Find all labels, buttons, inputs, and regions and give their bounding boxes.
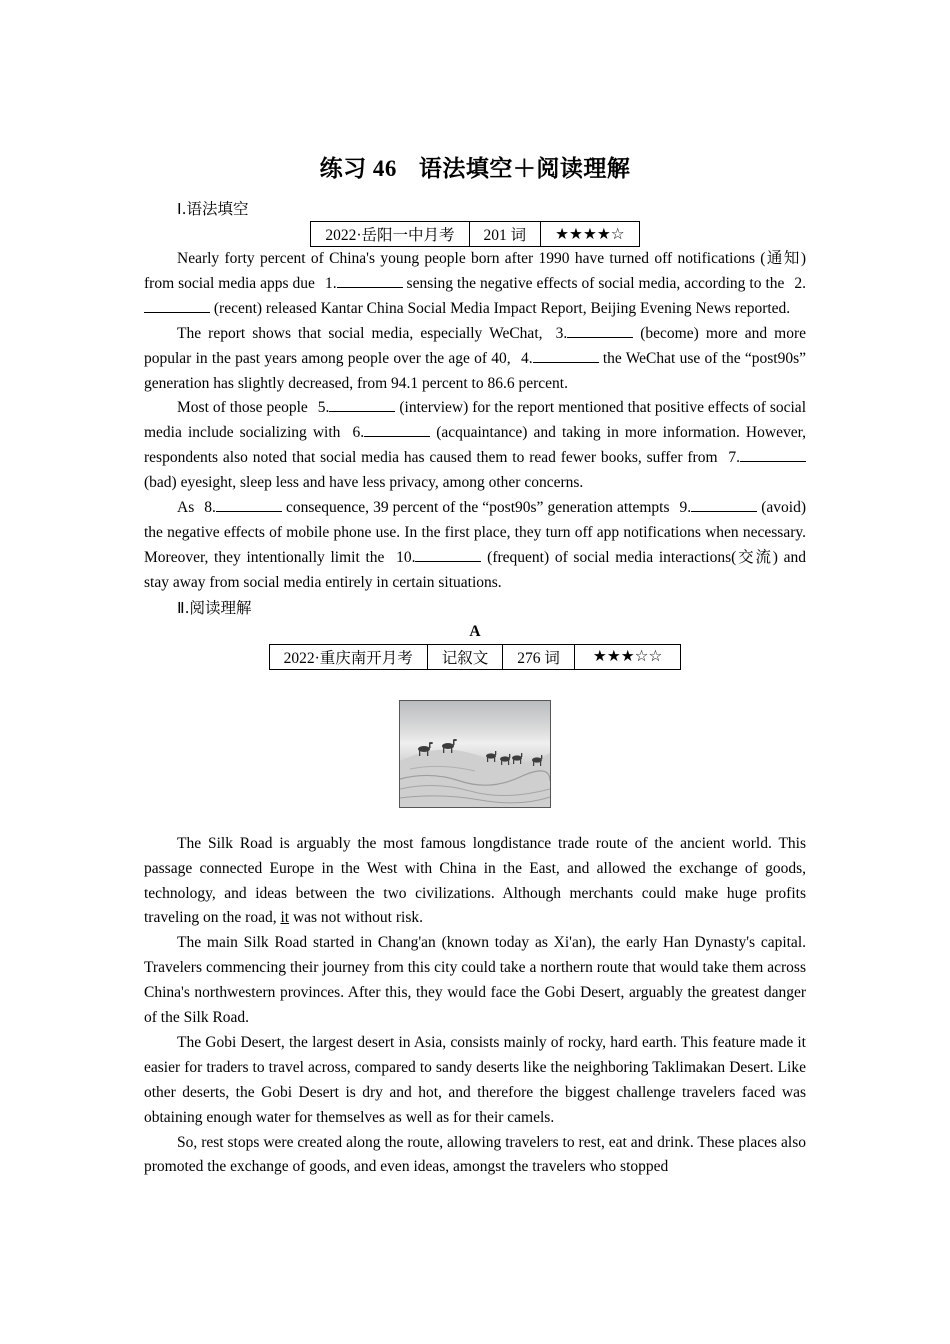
title-prefix: 练习 46 [319,156,397,181]
blank-3[interactable] [567,323,633,338]
blank-number: 4. [520,349,533,367]
text: (interview) for the report mentioned that positive effects of social media include socializing with [144,399,806,442]
reading-source-cell: 2022·重庆南开月考 [269,644,427,669]
worksheet-page [144,150,806,1180]
reading-paragraph-1 [144,832,806,932]
blank-number: 3. [555,324,568,342]
blank-9[interactable] [691,497,757,512]
blank-1[interactable] [337,273,403,288]
underlined-word: it [280,909,290,927]
blank-number: 8. [204,499,216,517]
page-title [144,150,806,183]
text: sensing the negative effects of social media, according to the [402,274,789,292]
reading-wordcount-cell: 276 词 [503,644,575,669]
reading-difficulty-cell: ★★★☆☆ [574,644,680,669]
section-heading-grammar: Ⅰ.语法填空 [177,200,249,218]
text: the WeChat use of the “post90s” generation has slightly decreased, from 94.1 percent to 86.6 percent. [144,349,806,392]
text: was not without risk. [289,909,423,927]
text: (acquaintance) and taking in more information. However, respondents also noted that social media has caused them to read fewer books, suffer from [144,424,806,467]
text: Nearly forty percent of China's young people born after 1990 have turned off notifications (通知) from social media apps due [144,250,806,292]
title-main: 语法填空＋阅读理解 [418,156,631,181]
text: (recent) released Kantar China Social Media Impact Report, Beijing Evening News reported. [210,299,791,317]
reading-genre-cell: 记叙文 [427,644,503,669]
blank-number: 1. [324,274,337,292]
text: As [177,499,199,517]
blank-10[interactable] [415,547,481,562]
text: (bad) eyesight, sleep less and have less privacy, among other concerns. [144,474,584,492]
text: The Silk Road is arguably the most famous longdistance trade route of the ancient world. This passage connected Europe in the West with China in the East, and allowed the exchange of goods, technology, and ideas between the two civilizations. Although merchants could make huge profits traveling on the road, [144,834,806,927]
grammar-info-table [310,221,639,247]
reading-paragraph-3: The Gobi Desert, the largest desert in Asia, consists mainly of rocky, hard earth. This feature made it easier for traders to travel across, compared to sandy deserts like the neighboring Taklimakan Desert. Like other deserts, the Gobi Desert is dry and hot, and therefore the biggest challenge travelers faced was obtaining enough water for themselves as well as for their camels. [144,1033,806,1126]
blank-number: 9. [679,499,692,517]
blank-number: 10. [396,548,416,566]
text: (frequent) of social media interactions(交流) and stay away from social media entirely in certain situations. [144,548,806,591]
blank-number: 7. [728,449,740,467]
grammar-paragraph-3 [144,396,806,496]
text: The report shows that social media, especially WeChat, [177,324,550,342]
blank-7[interactable] [740,447,806,462]
grammar-paragraph-2 [144,322,806,397]
grammar-wordcount-cell: 201 词 [469,222,541,247]
reading-info-table [269,644,682,670]
blank-2[interactable] [144,298,210,313]
blank-8[interactable] [216,497,282,512]
passage-label: A [469,622,481,640]
blank-5[interactable] [329,397,395,412]
reading-paragraph-4: So, rest stops were created along the route, allowing travelers to rest, eat and drink. These places also promoted the exchange of goods, and even ideas, amongst the travelers who stopped [144,1133,806,1176]
text: (avoid) the negative effects of mobile phone use. In the first place, they turn off app notifications when necessary. Moreover, they intentionally limit the [144,499,806,566]
grammar-paragraph-1 [144,247,806,322]
grammar-source-cell: 2022·岳阳一中月考 [311,222,469,247]
blank-number: 5. [317,399,330,417]
grammar-paragraph-4 [144,496,806,596]
desert-camels-illustration [400,701,550,807]
blank-number: 2. [794,274,807,292]
desert-camels-photo [399,700,551,808]
grammar-difficulty-cell: ★★★★☆ [541,222,639,247]
text: Most of those people [177,399,312,417]
blank-number: 6. [352,424,365,442]
reading-paragraph-2: The main Silk Road started in Chang'an (known today as Xi'an), the early Han Dynasty's capital. Travelers commencing their journey from this city could take a northern route that would take them across China's northwestern provinces. After this, they would face the Gobi Desert, arguably the greatest danger of the Silk Road. [144,934,806,1027]
blank-4[interactable] [533,348,599,363]
section-heading-reading: Ⅱ.阅读理解 [177,598,252,617]
blank-6[interactable] [364,422,430,437]
text: consequence, 39 percent of the “post90s” generation attempts [281,499,674,517]
text: (become) more and more popular in the past years among people over the age of 40, [144,324,806,367]
